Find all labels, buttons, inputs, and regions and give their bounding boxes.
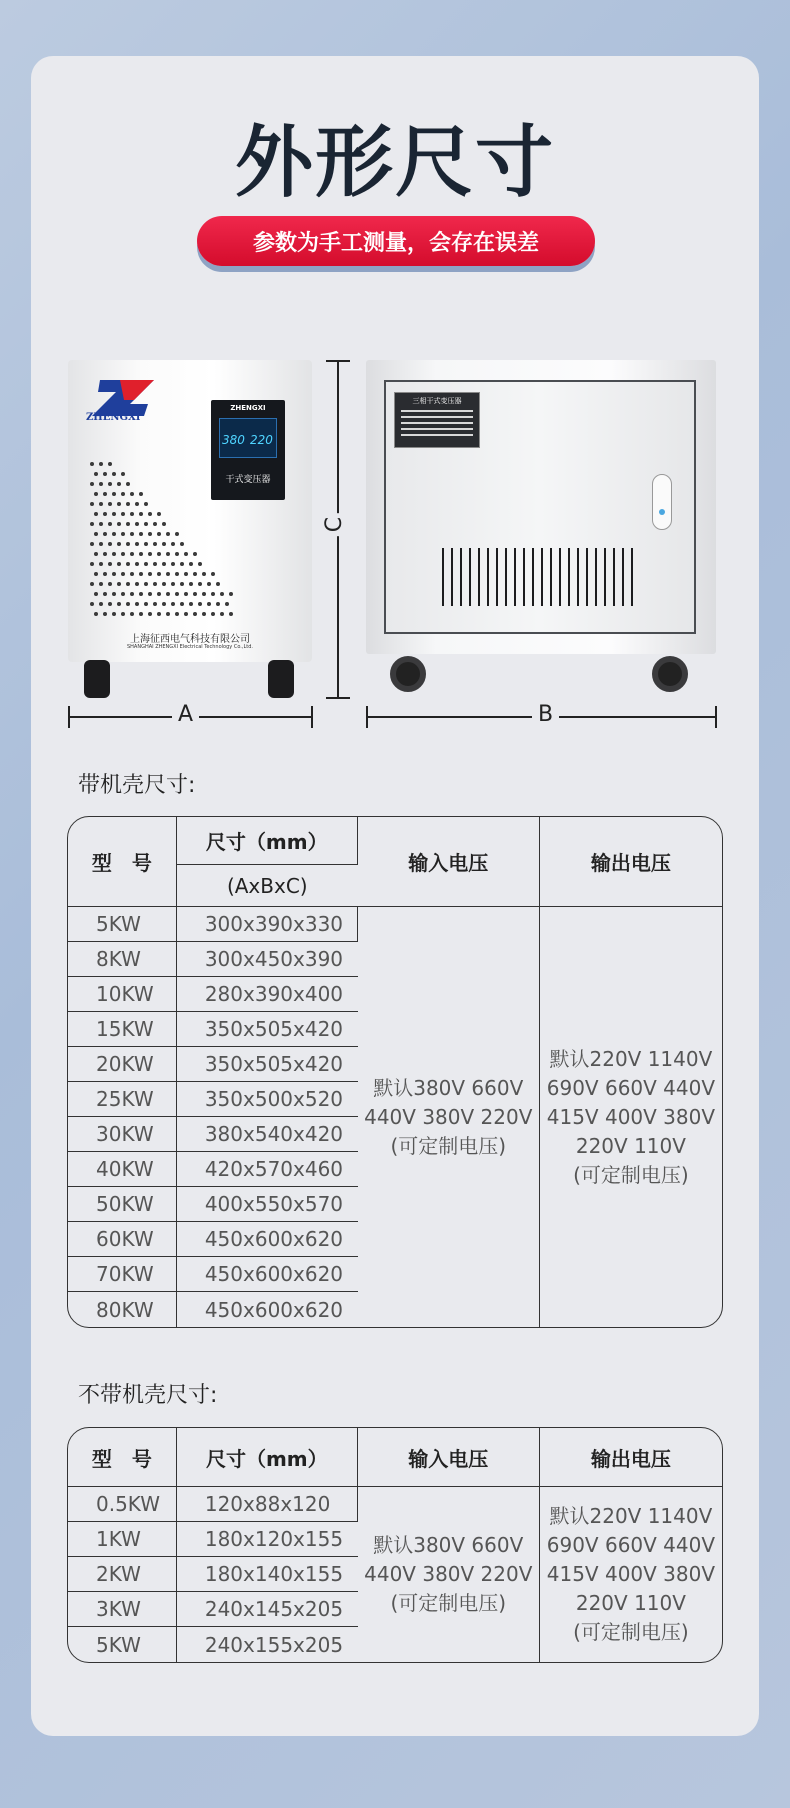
header-output: 输出电压 bbox=[540, 1428, 722, 1487]
dim-c-tick-bottom bbox=[326, 697, 350, 699]
lock-icon bbox=[659, 509, 665, 515]
company-name-en: SHANGHAI ZHENGXI Electrical Technology Co.,Ltd. bbox=[127, 644, 253, 650]
nameplate-title: 三相干式变压器 bbox=[412, 397, 462, 405]
with-case-label: 带机壳尺寸: bbox=[78, 773, 196, 798]
voltage-line: (可定制电压) bbox=[390, 1591, 507, 1615]
size-cell: 240x145x205 bbox=[177, 1592, 358, 1627]
front-wheel-left bbox=[84, 660, 110, 698]
panel-screen bbox=[219, 418, 277, 458]
dim-a-tick-right bbox=[311, 706, 313, 728]
nameplate-specs bbox=[401, 410, 473, 440]
disclaimer-banner bbox=[197, 216, 595, 266]
size-cell: 120x88x120 bbox=[177, 1487, 358, 1522]
voltage-line: 690V 660V 440V bbox=[546, 1075, 716, 1100]
voltage-line: 默认220V 1140V bbox=[549, 1504, 713, 1528]
voltage-line: 440V 380V 220V bbox=[364, 1562, 533, 1586]
dim-a-tick-left bbox=[68, 706, 70, 728]
without-case-body bbox=[68, 1487, 722, 1662]
without-case-label: 不带机壳尺寸: bbox=[78, 1383, 218, 1408]
size-cell: 420x570x460 bbox=[177, 1152, 358, 1187]
voltage-line: 默认380V 660V bbox=[373, 1533, 524, 1557]
model-cell: 20KW bbox=[68, 1047, 177, 1082]
voltage-line: (可定制电压) bbox=[573, 1162, 689, 1187]
panel-reading-output: 220 bbox=[250, 433, 273, 447]
size-cell: 280x390x400 bbox=[177, 977, 358, 1012]
door-handle bbox=[652, 474, 672, 530]
vent-grid bbox=[86, 458, 246, 628]
dim-c-label: C bbox=[322, 513, 347, 536]
model-cell: 3KW bbox=[68, 1592, 177, 1627]
header-model: 型 号 bbox=[68, 817, 177, 907]
size-cell: 380x540x420 bbox=[177, 1117, 358, 1152]
with-case-table bbox=[67, 816, 723, 1328]
model-cell: 5KW bbox=[68, 907, 177, 942]
header-model: 型 号 bbox=[68, 1428, 177, 1487]
without-case-table bbox=[67, 1427, 723, 1663]
model-cell: 50KW bbox=[68, 1187, 177, 1222]
size-cell: 300x390x330 bbox=[177, 907, 358, 942]
input-voltage-cell bbox=[358, 907, 540, 1327]
size-cell: 450x600x620 bbox=[177, 1222, 358, 1257]
model-cell: 15KW bbox=[68, 1012, 177, 1047]
panel-brand: ZHENGXI bbox=[230, 404, 266, 412]
dim-a-label: A bbox=[172, 702, 199, 727]
panel-reading-input: 380 bbox=[222, 433, 245, 447]
table-row bbox=[68, 1487, 722, 1522]
dim-b-label: B bbox=[532, 702, 559, 727]
size-cell: 400x550x570 bbox=[177, 1187, 358, 1222]
front-wheel-right bbox=[268, 660, 294, 698]
dim-b-tick-left bbox=[366, 706, 368, 728]
input-voltage-cell bbox=[358, 1487, 540, 1662]
model-cell: 8KW bbox=[68, 942, 177, 977]
disclaimer-text: 参数为手工测量，会存在误差 bbox=[252, 230, 539, 256]
header-size-sub: (AxBxC) bbox=[177, 865, 358, 907]
voltage-line: 415V 400V 380V bbox=[546, 1104, 716, 1129]
size-cell: 180x140x155 bbox=[177, 1557, 358, 1592]
model-cell: 1KW bbox=[68, 1522, 177, 1557]
nameplate bbox=[394, 392, 480, 448]
header-size: 尺寸（mm） bbox=[177, 817, 358, 865]
table-row bbox=[68, 907, 722, 942]
voltage-line: 415V 400V 380V bbox=[546, 1562, 716, 1586]
output-voltage-cell bbox=[540, 1487, 722, 1662]
header-output: 输出电压 bbox=[540, 817, 722, 907]
header-input: 输入电压 bbox=[358, 1428, 540, 1487]
model-cell: 0.5KW bbox=[68, 1487, 177, 1522]
dim-c-tick-top bbox=[326, 360, 350, 362]
voltage-line: 220V 110V bbox=[575, 1591, 686, 1615]
size-cell: 240x155x205 bbox=[204, 1632, 344, 1657]
size-cell: 300x450x390 bbox=[177, 942, 358, 977]
side-wheel-left bbox=[390, 656, 426, 692]
company-name-cn: 上海征西电气科技有限公司 bbox=[130, 634, 250, 645]
size-cell: 350x505x420 bbox=[177, 1047, 358, 1082]
size-cell: 450x600x620 bbox=[204, 1297, 344, 1322]
model-cell: 10KW bbox=[68, 977, 177, 1012]
product-front-image bbox=[68, 360, 312, 662]
cabinet-door bbox=[384, 380, 696, 634]
model-cell: 70KW bbox=[68, 1257, 177, 1292]
model-cell: 25KW bbox=[68, 1082, 177, 1117]
voltage-line: 440V 380V 220V bbox=[364, 1104, 533, 1129]
side-wheel-right bbox=[652, 656, 688, 692]
brand-logo-text: ZHENGXI bbox=[86, 412, 141, 423]
voltage-line: 690V 660V 440V bbox=[546, 1533, 716, 1557]
model-cell: 40KW bbox=[68, 1152, 177, 1187]
voltage-line: (可定制电压) bbox=[390, 1133, 507, 1158]
voltage-line: 默认380V 660V bbox=[373, 1075, 524, 1100]
model-cell: 2KW bbox=[68, 1557, 177, 1592]
product-side-image bbox=[366, 360, 716, 654]
size-cell: 350x500x520 bbox=[177, 1082, 358, 1117]
page-title: 外形尺寸 bbox=[234, 118, 555, 208]
model-cell: 30KW bbox=[68, 1117, 177, 1152]
dim-b-tick-right bbox=[715, 706, 717, 728]
size-cell: 450x600x620 bbox=[177, 1257, 358, 1292]
header-input: 输入电压 bbox=[358, 817, 540, 907]
model-cell: 80KW bbox=[68, 1292, 177, 1327]
model-cell: 60KW bbox=[68, 1222, 177, 1257]
header-size: 尺寸（mm） bbox=[177, 1428, 358, 1487]
side-vents bbox=[442, 548, 638, 606]
panel-caption: 干式变压器 bbox=[225, 475, 271, 485]
voltage-line: 220V 110V bbox=[575, 1133, 686, 1158]
size-cell: 350x505x420 bbox=[177, 1012, 358, 1047]
size-cell: 180x120x155 bbox=[177, 1522, 358, 1557]
voltage-line: 默认220V 1140V bbox=[549, 1046, 713, 1071]
output-voltage-cell bbox=[540, 907, 722, 1327]
voltage-line: (可定制电压) bbox=[573, 1620, 689, 1644]
model-cell: 5KW bbox=[68, 1627, 177, 1662]
with-case-body bbox=[68, 907, 722, 1327]
